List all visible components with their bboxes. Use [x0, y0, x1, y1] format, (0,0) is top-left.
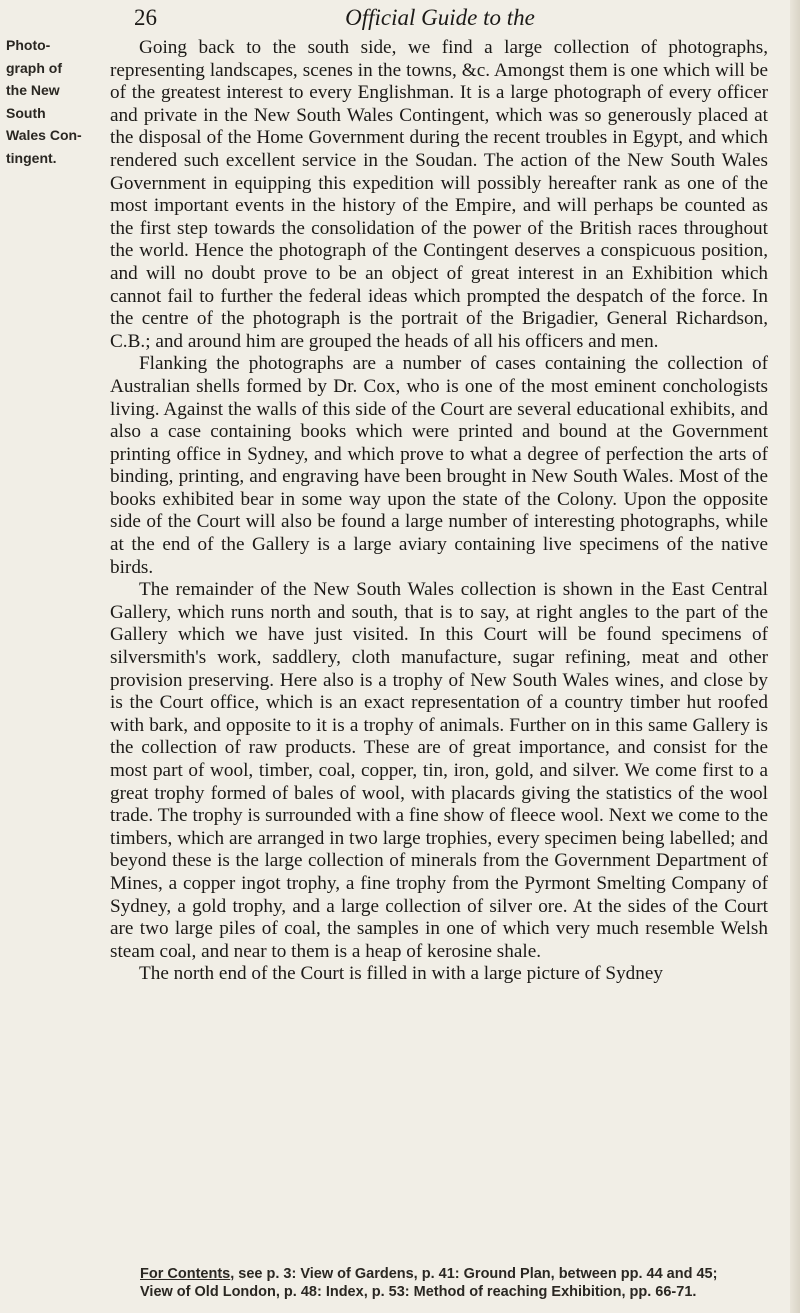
margin-note-line: graph of: [6, 59, 62, 76]
running-head: [110, 0, 770, 36]
footer-line-1-text: , see p. 3: View of Gardens, p. 41: Ground Plan, between pp. 44 and 45;: [230, 1266, 718, 1282]
page-number: 26: [134, 5, 157, 30]
footer-line-1: [140, 1265, 780, 1283]
paragraph: Going back to the south side, we find a large collection of photographs, representing landscapes, scenes in the towns, &c. Amongst them is one which will be of the greatest interest to every Englishman. It is a large photograph of every officer and private in the New South Wales Contingent, which was so generously placed at the disposal of the Home Government during the recent troubles in Egypt, and which rendered such excellent service in the Soudan. The action of the New South Wales Government in equipping this expedition will possibly hereafter rank as one of the most important events in the history of the Empire, and will perhaps be counted as the first step towards the consolidation of the power of the British races throughout the world. Hence the photograph of the Contingent deserves a conspicuous position, and will no doubt prove to be an object of great interest in an Exhibition which cannot fail to further the federal ideas which prompted the despatch of the force. In the centre of the photograph is the portrait of the Brigadier, General Richardson, C.B.; and around him are grouped the heads of all his officers and men.: [110, 37, 768, 352]
margin-note: [6, 34, 98, 169]
paragraph: The north end of the Court is filled in with a large picture of Sydney: [139, 963, 663, 985]
margin-note-line: the New: [6, 82, 60, 98]
footer-note: [140, 1265, 780, 1301]
contents-link[interactable]: For Contents: [140, 1266, 231, 1282]
margin-note-line: tingent.: [6, 149, 57, 166]
footer-line-2: View of Old London, p. 48: Index, p. 53: Method of reaching Exhibition, pp. 66-71.: [140, 1284, 697, 1300]
paragraph: Flanking the photographs are a number of cases containing the collection of Australian shells formed by Dr. Cox, who is one of the most eminent conchologists living. Against the walls of this side of the Court are several educational exhibits, and also a case containing books which were printed and bound at the Government printing office in Sydney, and which prove to what a degree of perfection the arts of binding, printing, and engraving have been brought in New South Wales. Most of the books exhibited bear in some way upon the state of the Colony. Upon the opposite side of the Court will also be found a large number of interesting photographs, while at the end of the Gallery is a large aviary containing live specimens of the native birds.: [110, 353, 768, 578]
margin-note-line: Photo-: [6, 37, 51, 53]
page-edge: [790, 0, 800, 1313]
body-text: [110, 37, 768, 986]
margin-note-line: Wales Con-: [6, 127, 82, 143]
margin-note-line: South: [6, 104, 46, 121]
paragraph: The remainder of the New South Wales collection is shown in the East Central Gallery, which runs north and south, that is to say, at right angles to the part of the Gallery which we have just visited. In this Court will be found specimens of silversmith's work, saddlery, cloth manufacture, sugar refining, meat and other provision preserving. Here also is a trophy of New South Wales wines, and close by is the Court office, which is an exact representation of a country timber hut roofed with bark, and opposite to it is a trophy of animals. Further on in this same Gallery is the collection of raw products. These are of great importance, and consist for the most part of wool, timber, coal, copper, tin, iron, gold, and silver. We come first to a great trophy formed of bales of wool, with placards giving the statistics of the wool trade. The trophy is surrounded with a fine show of fleece wool. Next we come to the timbers, which are arranged in two large trophies, every specimen being labelled; and beyond these is the large collection of minerals from the Government Department of Mines, a copper ingot trophy, a fine trophy from the Pyrmont Smelting Company of Sydney, a gold trophy, and a large collection of silver ore. At the sides of the Court are two large piles of coal, the samples in one of which very much resemble Welsh steam coal, and near to them is a heap of kerosine shale.: [110, 579, 768, 962]
running-title: Official Guide to the: [345, 5, 535, 30]
